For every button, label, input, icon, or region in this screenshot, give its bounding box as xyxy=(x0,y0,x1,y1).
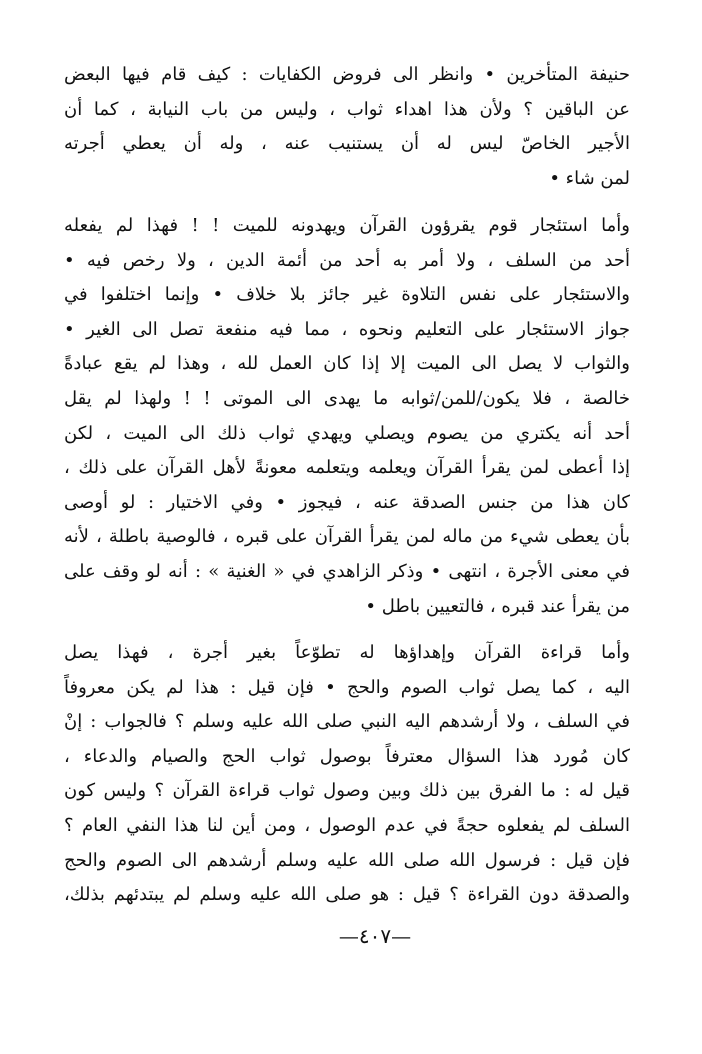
text-line: والصدقة دون القراءة ؟ قيل : هو صلى الله عليه وسلم لم يبتدئهم بذلك، xyxy=(64,884,630,906)
text-line: في السلف ، ولا أرشدهم اليه النبي صلى الله عليه وسلم ؟ فالجواب : إنْ xyxy=(64,711,630,733)
text-line: وأما قراءة القرآن وإهداؤها له تطوّعاً بغير أجرة ، فهذا يصل xyxy=(64,642,630,663)
text-line: من يقرأ عند قبره ، فالتعيين باطل • xyxy=(365,595,630,617)
text-line: بأن يعطى شيء من ماله لمن يقرأ القرآن على قبره ، فالوصية باطلة ، لأنه xyxy=(64,526,630,548)
text-line: لمن شاء • xyxy=(549,167,630,189)
text-line: إذا أعطى لمن يقرأ القرآن ويعلمه ويتعلمه معونةً لأهل القرآن على ذلك ، xyxy=(64,457,630,479)
paragraph-1 xyxy=(64,58,630,196)
text-line: خالصة ، فلا يكون/للمن/ثوابه ما يهدى الى الموتى ! ! ولهذا لم يقل xyxy=(64,387,630,409)
paragraph-2 xyxy=(64,209,630,624)
text-line: حنيفة المتأخرين • وانظر الى فروض الكفايات : كيف قام فيها البعض xyxy=(64,64,630,85)
page-number: —٤٠٧— xyxy=(338,924,412,948)
text-line: فإن قيل : فرسول الله صلى الله عليه وسلم أرشدهم الى الصوم والحج xyxy=(64,849,630,871)
text-line: الأجير الخاصّ ليس له أن يستنيب عنه ، وله أن يعطي أجرته xyxy=(64,133,630,155)
text-line: اليه ، كما يصل ثواب الصوم والحج • فإن قيل : هذا لم يكن معروفاً xyxy=(64,676,630,698)
paragraph-3 xyxy=(64,636,630,913)
text-line: كان هذا من جنس الصدقة عنه ، فيجوز • وفي الاختيار : لو أوصى xyxy=(64,491,630,513)
text-line: وأما استئجار قوم يقرؤون القرآن ويهدونه للميت ! ! فهذا لم يفعله xyxy=(64,215,630,236)
text-line: جواز الاستئجار على التعليم ونحوه ، مما فيه منفعة تصل الى الغير • xyxy=(64,318,630,340)
text-line: والثواب لا يصل الى الميت إلا إذا كان العمل لله ، وهذا لم يقع عبادةً xyxy=(64,353,630,375)
text-line: في معنى الأجرة ، انتهى • وذكر الزاهدي في « الغنية » : أنه لو وقف على xyxy=(64,560,630,582)
text-line: أحد من السلف ، ولا أمر به أحد من أئمة الدين ، ولا رخص فيه • xyxy=(64,249,630,271)
text-line: أحد أنه يكتري من يصوم ويصلي ويهدي ثواب ذلك الى الميت ، لكن xyxy=(64,422,630,444)
text-line: قيل له : ما الفرق بين ذلك وبين وصول ثواب قراءة القرآن ؟ وليس كون xyxy=(64,780,630,802)
text-line: السلف لم يفعلوه حجةً في عدم الوصول ، ومن أين لنا هذا النفي العام ؟ xyxy=(64,814,630,836)
text-line: عن الباقين ؟ ولأن هذا اهداء ثواب ، وليس من باب النيابة ، كما أن xyxy=(64,98,630,120)
text-line: والاستئجار على نفس التلاوة غير جائز بلا خلاف • وإنما اختلفوا في xyxy=(64,284,630,306)
text-line: كان مُورد هذا السؤال معترفاً بوصول ثواب الحج والصيام والدعاء ، xyxy=(64,745,630,767)
